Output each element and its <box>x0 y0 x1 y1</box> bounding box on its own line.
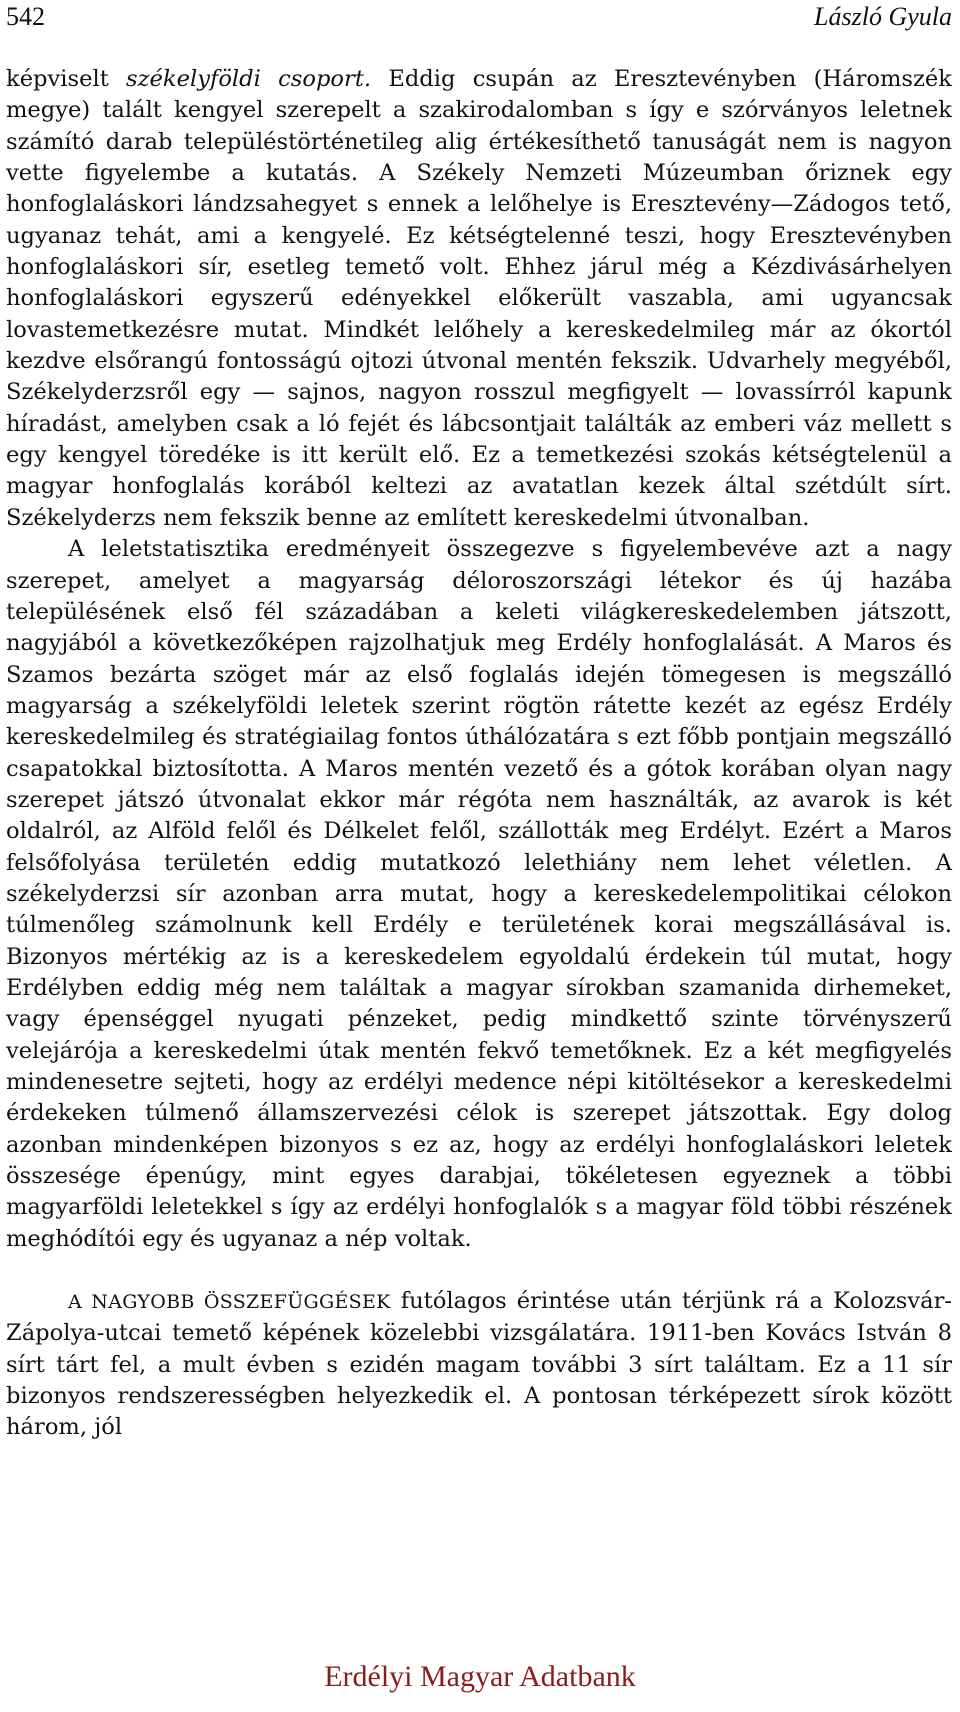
page-header <box>6 2 952 36</box>
watermark-footer: Erdélyi Magyar Adatbank <box>324 1660 636 1693</box>
page-number: 542 <box>6 2 45 31</box>
article-body <box>6 64 952 1444</box>
paragraph-3 <box>6 1286 952 1444</box>
paragraph-2: A leletstatisztika eredményeit összegezve s figyelembevéve azt a nagy szerepet, amelyet a magyarság déloroszországi létekor és új hazába településének első fél századában a keleti világkereskedelemben játszott, nagyjából a következőképen rajzolhatjuk meg Erdély honfoglalását. A Maros és Szamos bezárta szöget már az első foglalás idején tömegesen is megszálló magyarság a székelyföldi leletek szerint rögtön rátette kezét az egész Erdély kereskedelmileg és stratégiailag fontos úthálózatára s ezt főbb pontjain megszálló csapatokkal biztosította. A Maros mentén vezető és a gótok korában olyan nagy szerepet játszó útvonalat ekkor már régóta nem használták, az avarok is két oldalról, az Alföld felől és Délkelet felől, szállották meg Erdélyt. Ezért a Maros felsőfolyása területén eddig mutatkozó lelethiány nem lehet véletlen. A székelyderzsi sír azonban arra mutat, hogy a kereskedelempolitikai célokon túlmenőleg számolnunk kell Erdély e területének korai megszállásával is. Bizonyos mértékig az is a kereskedelem egyoldalú érdekein túl mutat, hogy Erdélyben eddig még nem találtak a magyar sírokban szamanida dirhemeket, vagy épenséggel nyugati pénzeket, pedig mindkettő szinte törvényszerű velejárója a kereskedelmi útak mentén fekvő temetőknek. Ez a két megfigyelés mindenesetre sejteti, hogy az erdélyi medence népi kitöltésekor a kereskedelmi érdekeken túlmenő államszervezési célok is szerepet játszottak. Egy dolog azonban mindenképen bizonyos s ez az, hogy az erdélyi honfoglaláskori leletek összesége épenúgy, mint egyes darabjai, tökéletesen egyeznek a többi magyarföldi leletekkel s így az erdélyi honfoglalók s a magyar föld többi részének meghódítói egy és ugyanaz a nép voltak. <box>6 536 952 1252</box>
paragraph-1-text: Eddig csupán az Eresztevényben (Háromszék megye) talált kengyel szerepelt a szakirodalomban s így e szórványos leletnek számító darab településtörténetileg alig értékesíthető tanuságát nem is nagyon vette figyelembe a kutatás. A Székely Nemzeti Múzeumban őriznek egy honfoglaláskori lándzsahegyet s ennek a lelőhelye is Eresztevény—Zádogos tető, ugyanaz tehát, ami a kengyelé. Ez kétségtelenné teszi, hogy Eresztevényben honfoglaláskori sír, esetleg temető volt. Ehhez járul még a Kézdivásárhelyen honfoglaláskori egyszerű edényekkel előkerült vaszabla, ami ugyancsak lovastemetkezésre mutat. Mindkét lelőhely a kereskedelmileg már az ókortól kezdve elsőrangú fontosságú ojtozi útvonal mentén fekszik. Udvarhely megyéből, Székelyderzsről egy — sajnos, nagyon rosszul megfigyelt — lovassírról kapunk híradást, amelyben csak a ló fejét és lábcsontjait találták az emberi váz mellett s egy kengyel töredéke is itt került elő. Ez a temetkezési szokás kétségtelenül a magyar honfoglalás korából keltezi az avatatlan kezek által szétdúlt sírt. Székelyderzs nem fekszik benne az említett kereskedelmi útvonalban. <box>6 66 952 531</box>
paragraph-1-emphasis: székelyföldi csoport. <box>126 66 372 92</box>
paragraph-1 <box>6 64 952 534</box>
running-head: László Gyula <box>814 2 952 31</box>
paragraph-1-lead: képviselt <box>6 66 127 92</box>
paragraph-3-text: futólagos érintése után térjünk rá a Kolozsvár-Zápolya-utcai temető képének közelebbi vizsgálatára. 1911-ben Kovács István 8 sírt tárt fel, a mult évben s ezidén magam további 3 sírt találtam. Ez a 11 sír bizonyos rendszerességben helyezkedik el. A pontosan térképezett sírok között három, jól <box>6 1288 952 1441</box>
paragraph-3-smallcaps: A NAGYOBB ÖSSZEFÜGGÉSEK <box>68 1291 391 1314</box>
